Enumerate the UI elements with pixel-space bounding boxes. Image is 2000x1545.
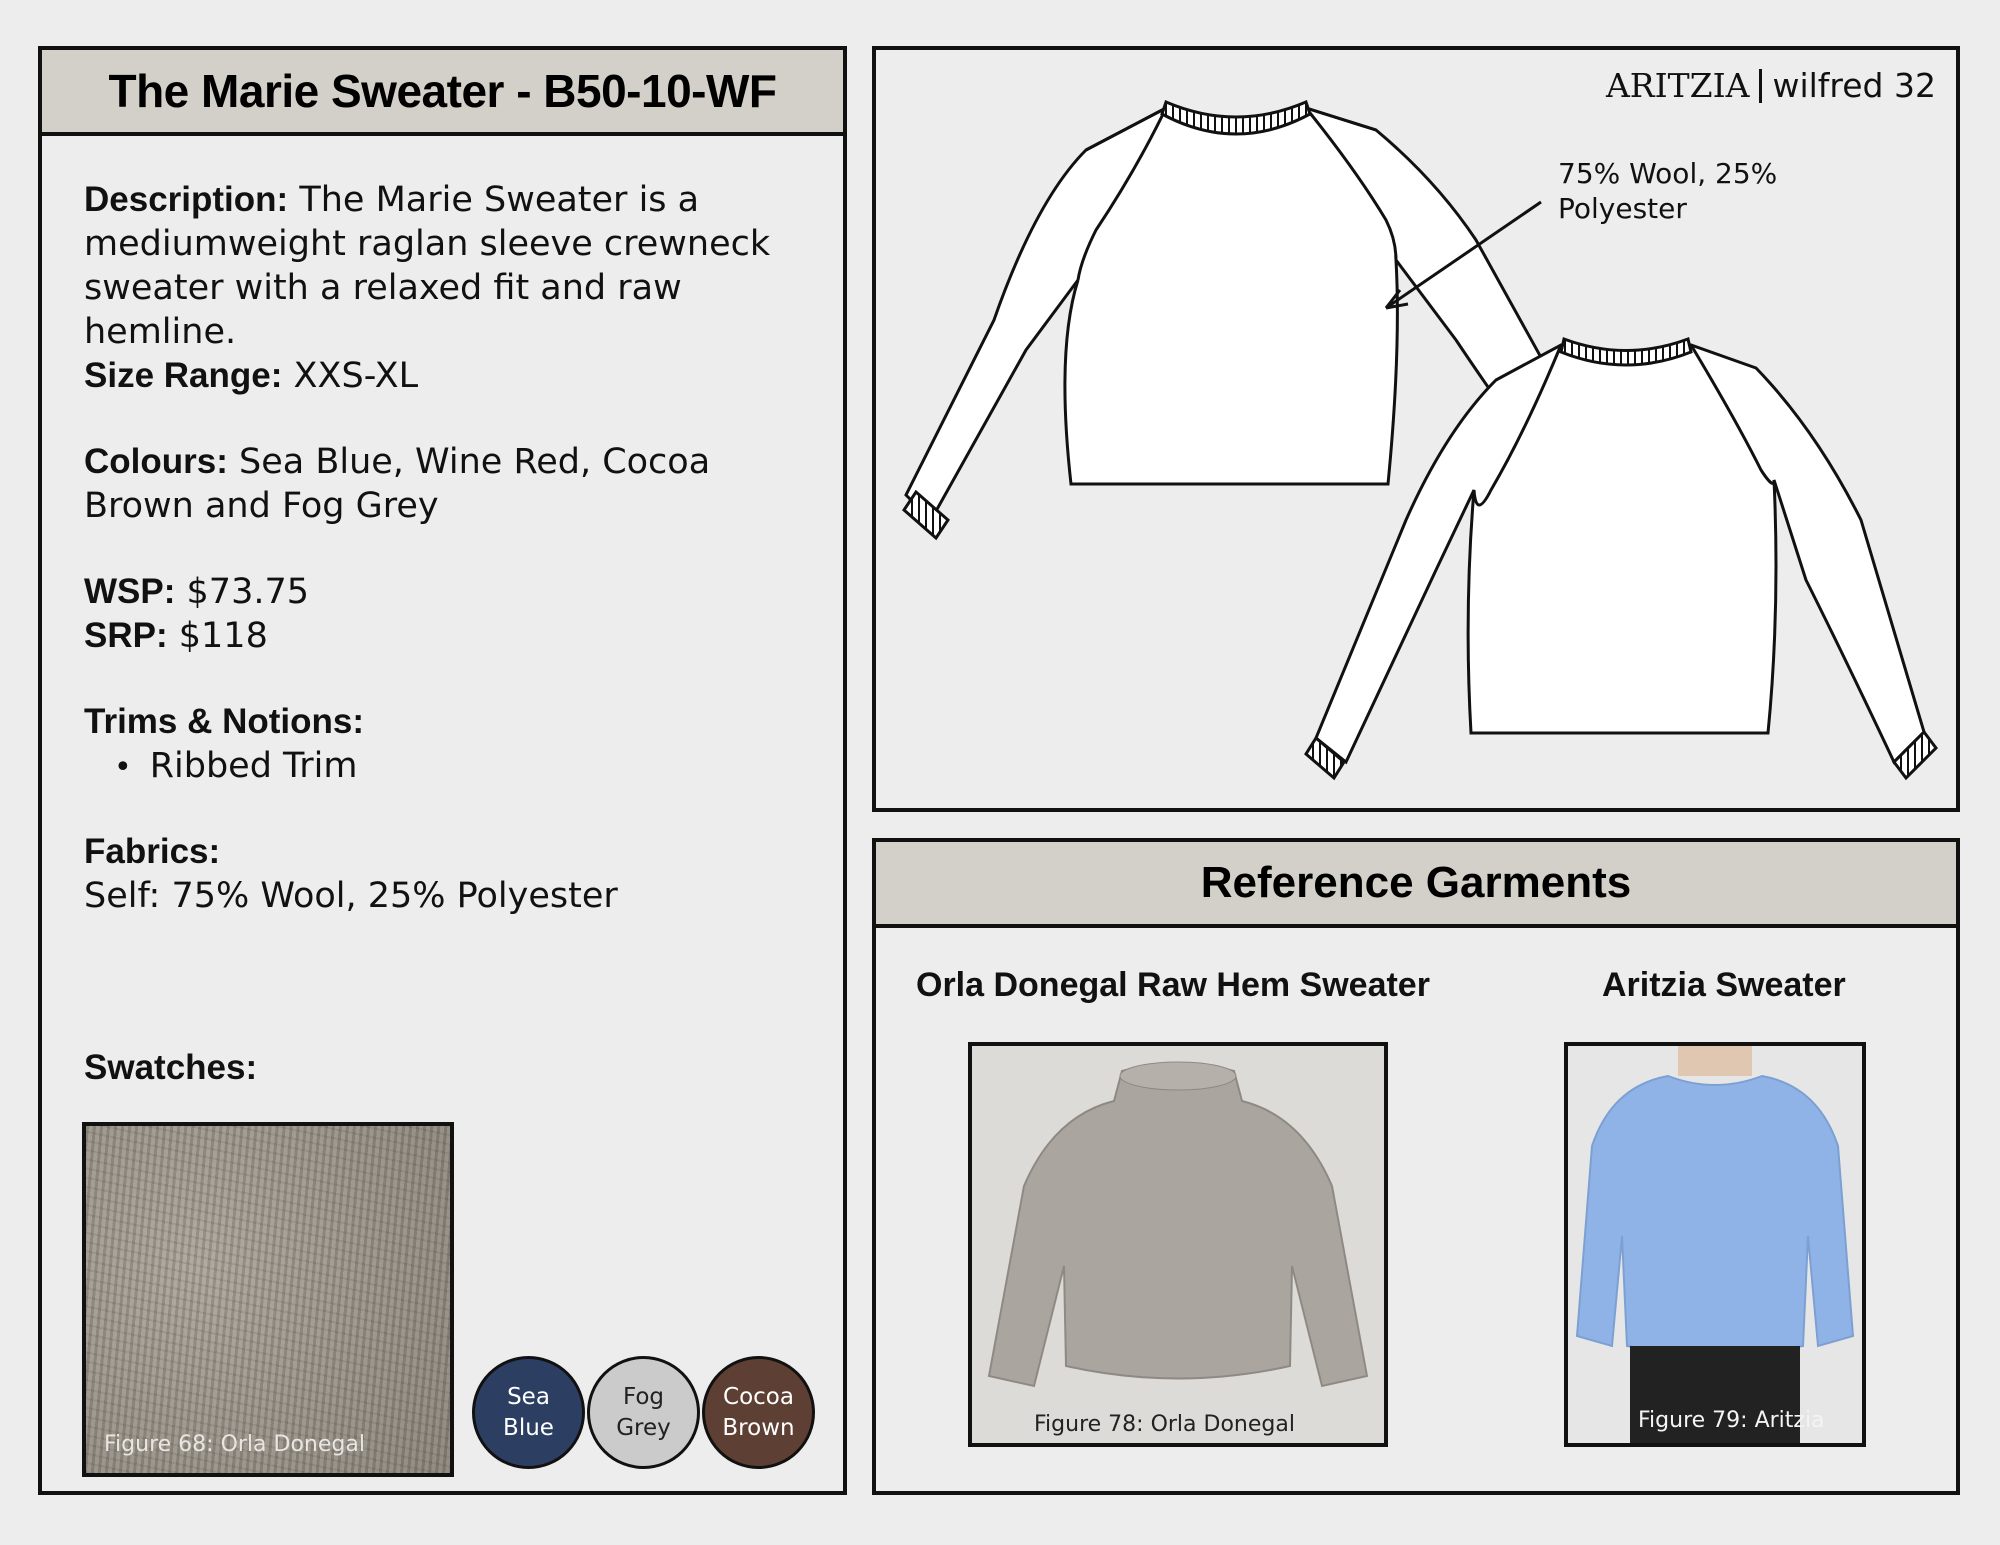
size-label: Size Range:	[84, 356, 283, 395]
brand-sub: wilfred 32	[1772, 66, 1936, 105]
swatches-block	[84, 1046, 814, 1090]
swatch-label: Blue	[503, 1414, 554, 1441]
swatch-label: Fog	[622, 1383, 665, 1410]
swatch-caption: Figure 68: Orla Donegal	[104, 1432, 365, 1457]
description-text: The Marie Sweater is a mediumweight raglan sleeve crewneck sweater with a relaxed fit and raw hemline.	[84, 180, 771, 352]
swatch-label: Sea	[507, 1383, 550, 1410]
description-block	[84, 178, 814, 354]
trims-item: • Ribbed Trim	[114, 744, 814, 790]
fabrics-value: Self: 75% Wool, 25% Polyester	[84, 876, 618, 916]
callout-line: 75% Wool, 25%	[1558, 157, 1778, 190]
fabrics-block	[84, 830, 814, 918]
sweater-flat-sketch	[876, 50, 1956, 808]
swatch-label: Grey	[616, 1414, 671, 1441]
brand-name: ARITZIA	[1605, 66, 1750, 105]
trims-label: Trims & Notions:	[84, 702, 365, 741]
trims-list	[84, 744, 814, 790]
size-value: XXS-XL	[293, 356, 419, 396]
colours-label: Colours:	[84, 442, 228, 481]
swatch-label: Cocoa	[723, 1383, 794, 1410]
spec-title: The Marie Sweater - B50-10-WF	[42, 50, 843, 136]
aritzia-sweater-photo	[1568, 1046, 1862, 1443]
reference-image-orla	[968, 1042, 1388, 1447]
reference-name-aritzia: Aritzia Sweater	[1602, 966, 1846, 1004]
srp-label: SRP:	[84, 616, 168, 655]
orla-caption: Figure 78: Orla Donegal	[1034, 1412, 1295, 1437]
wsp-label: WSP:	[84, 572, 176, 611]
reference-title: Reference Garments	[876, 842, 1956, 928]
swatch-label: Brown	[722, 1414, 795, 1441]
colour-swatch-sea-blue	[472, 1356, 585, 1469]
colour-swatch-fog-grey	[587, 1356, 700, 1469]
fabric-swatch-image	[82, 1122, 454, 1477]
fabrics-label: Fabrics:	[84, 832, 221, 871]
colours-block	[84, 440, 814, 528]
trims-block	[84, 700, 814, 790]
orla-sweater-photo	[972, 1046, 1384, 1443]
size-block	[84, 354, 814, 398]
wsp-value: $73.75	[186, 572, 309, 612]
description-label: Description:	[84, 180, 289, 219]
reference-name-orla: Orla Donegal Raw Hem Sweater	[916, 966, 1430, 1004]
price-block	[84, 570, 814, 658]
srp-value: $118	[178, 616, 268, 656]
reference-garments-panel	[872, 838, 1960, 1495]
colour-swatch-cocoa-brown	[702, 1356, 815, 1469]
reference-image-aritzia	[1564, 1042, 1866, 1447]
spec-panel	[38, 46, 847, 1495]
colours-value: Sea Blue, Wine Red, Cocoa Brown and Fog Grey	[84, 442, 711, 526]
technical-sketch-panel	[872, 46, 1960, 812]
back-sweater-drawing	[1306, 339, 1936, 778]
aritzia-caption: Figure 79: Aritzia	[1638, 1408, 1825, 1433]
swatches-label: Swatches:	[84, 1048, 258, 1087]
callout-line: Polyester	[1558, 192, 1687, 225]
